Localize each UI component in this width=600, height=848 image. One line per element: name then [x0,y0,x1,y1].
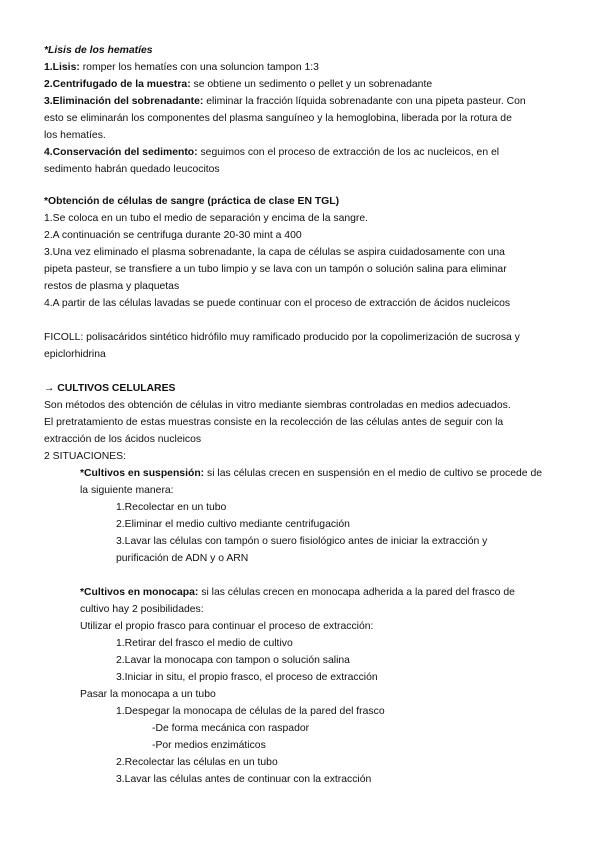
lisis-step-3 [44,95,526,108]
step-text: seguimos con el proceso de extracción de los ac nucleicos, en el [197,147,500,158]
step-label: 4.Conservación del sedimento: [44,147,198,158]
obtencion-item-3: 3.Una vez eliminado el plasma sobrenadante, la capa de células se aspira cuidadosamente con una [44,247,505,258]
ficoll-definition-cont: epiclorhidrina [44,349,106,360]
lisis-title: *Lisis de los hematíes [44,45,153,56]
lisis-step-4 [44,146,499,159]
option-2-step-3: 3.Lavar las células antes de continuar con la extracción [116,774,372,785]
monocapa-text-cont: cultivo hay 2 posibilidades: [80,604,204,615]
obtencion-item-3-cont: restos de plasma y plaquetas [44,281,180,292]
option-2-step-1b: -Por medios enzimáticos [152,740,266,751]
lisis-step-1 [44,61,319,74]
option-1-step-1: 1.Retirar del frasco el medio de cultivo [116,638,293,649]
cultivos-title: → CULTIVOS CELULARES [44,383,176,394]
obtencion-item-4: 4.A partir de las células lavadas se puede continuar con el proceso de extracción de ácidos nucleicos [44,298,511,309]
step-label: 1.Lisis: [44,62,80,73]
suspension-label: *Cultivos en suspensión: [80,468,205,479]
obtencion-item-1: 1.Se coloca en un tubo el medio de separación y encima de la sangre. [44,213,369,224]
suspension-text-cont: la siguiente manera: [80,485,174,496]
cultivos-intro: Son métodos des obtención de células in vitro mediante siembras controladas en medios adecuados. [44,400,511,411]
monocapa-option-1: Utilizar el propio frasco para continuar el proceso de extracción: [80,621,374,632]
option-2-step-1a: -De forma mecánica con raspador [152,723,310,734]
suspension-heading [80,467,542,480]
option-2-step-1: 1.Despegar la monocapa de células de la pared del frasco [116,706,385,717]
option-1-step-3: 3.Iniciar in situ, el propio frasco, el proceso de extracción [116,672,378,683]
monocapa-label: *Cultivos en monocapa: [80,587,199,598]
step-label: 2.Centrifugado de la muestra: [44,79,191,90]
suspension-step-3-cont: purificación de ADN y o ARN [116,553,249,564]
situaciones-label: 2 SITUACIONES: [44,451,126,462]
step-text: se obtiene un sedimento o pellet y un sobrenadante [190,79,433,90]
monocapa-text: si las células crecen en monocapa adherida a la pared del frasco de [198,587,515,598]
cultivos-intro-cont: extracción de los ácidos nucleicos [44,434,202,445]
option-2-step-2: 2.Recolectar las células en un tubo [116,757,278,768]
step-text: eliminar la fracción líquida sobrenadante con una pipeta pasteur. Con [203,96,526,107]
step-text: romper los hematíes con una soluncion tampon 1:3 [79,62,319,73]
lisis-step-3-cont: esto se eliminarán los componentes del plasma sanguíneo y la hemoglobina, liberada por la rotura de [44,113,512,124]
obtencion-item-3-cont: pipeta pasteur, se transfiere a un tubo limpio y se lava con un tampón o solución salina para eliminar [44,264,507,275]
suspension-step-3: 3.Lavar las células con tampón o suero fisiológico antes de iniciar la extracción y [116,536,488,547]
obtencion-item-2: 2.A continuación se centrifuga durante 20-30 mint a 400 [44,230,302,241]
suspension-text: si las células crecen en suspensión en el medio de cultivo se procede de [204,468,543,479]
step-label: 3.Eliminación del sobrenadante: [44,96,204,107]
suspension-step-2: 2.Eliminar el medio cultivo mediante centrifugación [116,519,350,530]
suspension-step-1: 1.Recolectar en un tubo [116,502,227,513]
cultivos-intro-cont: El pretratamiento de estas muestras consiste en la recolección de las células antes de seguir con la [44,417,504,428]
obtencion-title: *Obtención de células de sangre (práctica de clase EN TGL) [44,196,340,207]
lisis-step-4-cont: sedimento habrán quedado leucocitos [44,164,220,175]
monocapa-option-2: Pasar la monocapa a un tubo [80,689,216,700]
lisis-step-2 [44,78,432,91]
monocapa-heading [80,586,515,599]
ficoll-definition: FICOLL: polisacáridos sintético hidrófilo muy ramificado producido por la copolimerización de sucrosa y [44,332,520,343]
lisis-step-3-cont: los hematíes. [44,130,106,141]
option-1-step-2: 2.Lavar la monocapa con tampon o solución salina [116,655,350,666]
